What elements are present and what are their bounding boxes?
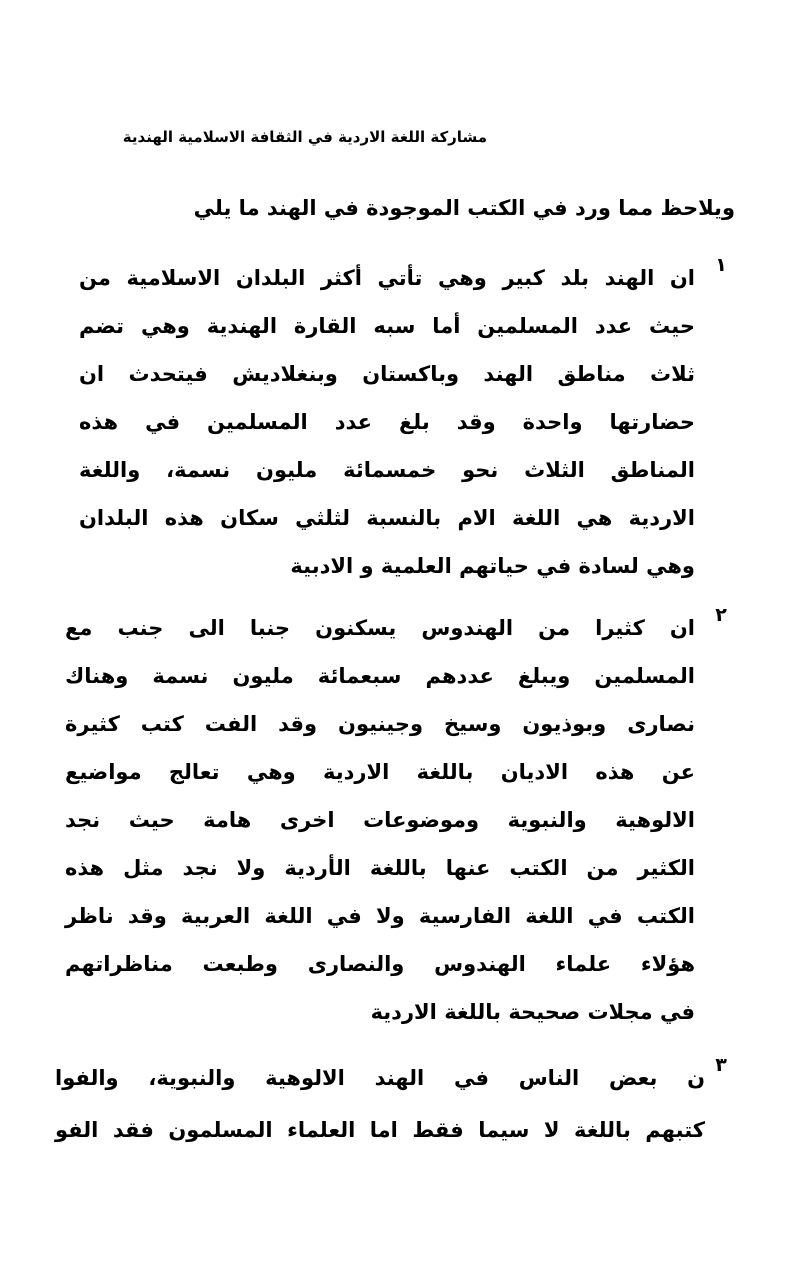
running-header: مشاركة اللغة الاردية في الثقافة الاسلامية الهندية	[122, 128, 487, 146]
text-line: عن هذه الاديان باللغة الاردية وهي تعالج مواضيع	[65, 760, 695, 784]
text-line: حيث عدد المسلمين أما سبه القارة الهندية وهي تضم	[79, 314, 695, 338]
text-line: هؤلاء علماء الهندوس والنصارى وطبعت مناظراتهم	[65, 952, 695, 976]
text-line: في مجلات صحيحة باللغة الاردية	[370, 1000, 695, 1024]
text-line: ن بعض الناس في الهند الالوهية والنبوية، والفوا	[55, 1066, 705, 1090]
item-text	[55, 1052, 705, 1156]
text-line: ان الهند بلد كبير وهي تأتي أكثر البلدان الاسلامية من	[79, 266, 695, 290]
list-item	[55, 1052, 735, 1172]
text-line: الاردية هي اللغة الام بالنسبة لثلثي سكان هذه البلدان	[79, 506, 695, 530]
item-number: ٣	[715, 1054, 727, 1076]
item-number: ١	[715, 254, 727, 276]
item-number: ٢	[715, 604, 727, 626]
text-line: الكتب في اللغة الفارسية ولا في اللغة العربية وقد ناظر	[65, 904, 695, 928]
text-line: كتبهم باللغة لا سيما فقط اما العلماء المسلمون فقد الفو	[55, 1118, 705, 1142]
text-line: المناطق الثلاث نحو خمسمائة مليون نسمة، واللغة	[79, 458, 695, 482]
text-line: نصارى وبوذيون وسيخ وجينيون وقد الفت كتب كثيرة	[65, 712, 695, 736]
list-item	[75, 254, 735, 594]
text-line: الالوهية والنبوية وموضوعات اخرى هامة حيث نجد	[65, 808, 695, 832]
text-line: وهي لسادة في حياتهم العلمية و الادبية	[290, 554, 695, 578]
text-line: ثلاث مناطق الهند وباكستان وبنغلاديش فيتحدث ان	[79, 362, 695, 386]
item-text	[65, 604, 695, 1036]
text-line: ان كثيرا من الهندوس يسكنون جنبا الى جنب مع	[65, 616, 695, 640]
text-line: حضارتها واحدة وقد بلغ عدد المسلمين في هذه	[79, 410, 695, 434]
list-item	[65, 604, 735, 1044]
text-line: المسلمين ويبلغ عددهم سبعمائة مليون نسمة وهناك	[65, 664, 695, 688]
intro-sentence: ويلاحظ مما ورد في الكتب الموجودة في الهند ما يلي	[193, 196, 735, 220]
item-text	[79, 254, 695, 590]
text-line: الكثير من الكتب عنها باللغة الأردية ولا نجد مثل هذه	[65, 856, 695, 880]
